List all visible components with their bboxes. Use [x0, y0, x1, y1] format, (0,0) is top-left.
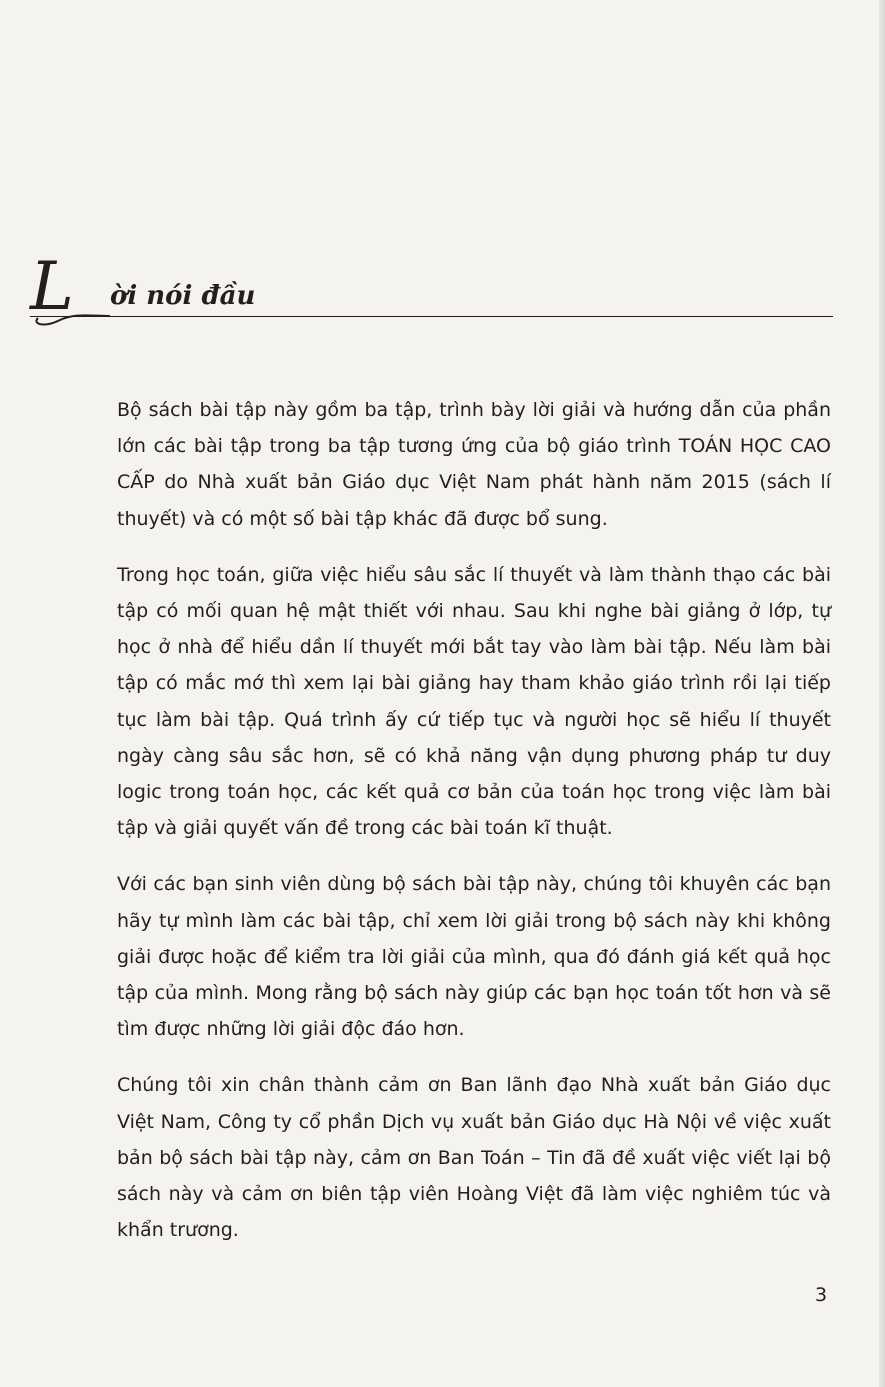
section-heading [30, 248, 835, 328]
heading-initial: L [30, 248, 74, 325]
paragraph-4: Chúng tôi xin chân thành cảm ơn Ban lãnh đạo Nhà xuất bản Giáo dục Việt Nam, Công ty cổ phần Dịch vụ xuất bản Giáo dục Hà Nội về việc xuất bản bộ sách bài tập này, cảm ơn Ban Toán – Tin đã đề xuất việc viết lại bộ sách này và cảm ơn biên tập viên Hoàng Việt đã làm việc nghiêm túc và khẩn trương. [117, 1074, 831, 1242]
body-text [117, 392, 831, 1268]
heading-swash-ornament [30, 298, 120, 328]
paragraph-2: Trong học toán, giữa việc hiểu sâu sắc lí thuyết và làm thành thạo các bài tập có mối quan hệ mật thiết với nhau. Sau khi nghe bài giảng ở lớp, tự học ở nhà để hiểu dần lí thuyết mới bắt tay vào làm bài tập. Nếu làm bài tập có mắc mớ thì xem lại bài giảng hay tham khảo giáo trình rồi lại tiếp tục làm bài tập. Quá trình ấy cứ tiếp tục và người học sẽ hiểu lí thuyết ngày càng sâu sắc hơn, sẽ có khả năng vận dụng phương pháp tư duy logic trong toán học, các kết quả cơ bản của toán học trong việc làm bài tập và giải quyết vấn đề trong các bài toán kĩ thuật. [117, 563, 831, 840]
paragraph-3: Với các bạn sinh viên dùng bộ sách bài tập này, chúng tôi khuyên các bạn hãy tự mình làm các bài tập, chỉ xem lời giải trong bộ sách này khi không giải được hoặc để kiểm tra lời giải của mình, qua đó đánh giá kết quả học tập của mình. Mong rằng bộ sách này giúp các bạn học toán tốt hơn và sẽ tìm được những lời giải độc đáo hơn. [117, 873, 831, 1041]
heading-title: ời nói đầu [110, 281, 256, 311]
heading-underline [30, 316, 833, 317]
page-number: 3 [815, 1284, 828, 1306]
paragraph-1: Bộ sách bài tập này gồm ba tập, trình bày lời giải và hướng dẫn của phần lớn các bài tập trong ba tập tương ứng của bộ giáo trình TOÁN HỌC CAO CẤP do Nhà xuất bản Giáo dục Việt Nam phát hành năm 2015 (sách lí thuyết) và có một số bài tập khác đã được bổ sung. [117, 399, 831, 530]
page-edge-shadow [879, 0, 885, 1387]
